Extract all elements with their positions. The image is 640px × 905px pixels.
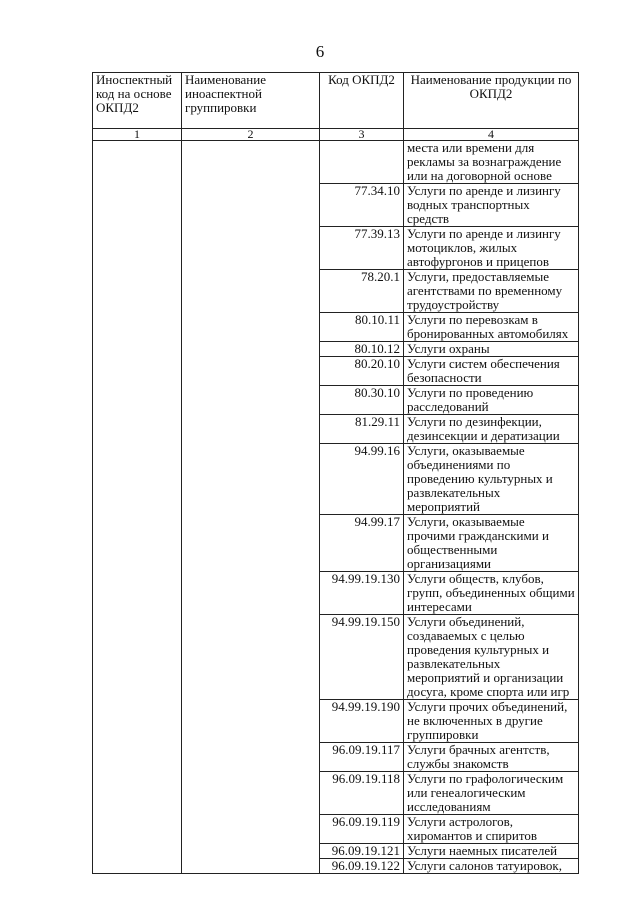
okpd-code-cell: 80.20.10 [320, 357, 404, 386]
product-name-cell: Услуги салонов татуировок, [404, 859, 579, 874]
okpd-code-cell: 94.99.19.150 [320, 615, 404, 700]
table-row [93, 141, 579, 184]
table-header-row [93, 73, 579, 129]
header-product-name: Наименование продукции по ОКПД2 [404, 73, 579, 129]
column-number: 2 [182, 129, 320, 141]
product-name-cell: Услуги обществ, клубов, групп, объединенных общими интересами [404, 572, 579, 615]
column-numbers-row [93, 129, 579, 141]
product-name-cell: Услуги, оказываемые прочими гражданскими и общественными организациями [404, 515, 579, 572]
product-name-cell: Услуги систем обеспечения безопасности [404, 357, 579, 386]
okpd-code-cell: 96.09.19.118 [320, 772, 404, 815]
okpd-code-cell: 80.10.11 [320, 313, 404, 342]
page-number: 6 [315, 42, 325, 61]
product-name-cell: места или времени для рекламы за вознаграждение или на договорной основе [404, 141, 579, 184]
okpd-code-cell: 77.39.13 [320, 227, 404, 270]
product-name-cell: Услуги охраны [404, 342, 579, 357]
column-number: 3 [320, 129, 404, 141]
product-name-cell: Услуги по графологическим или генеалогическим исследованиям [404, 772, 579, 815]
blank-cell-col2 [182, 141, 320, 874]
okpd-code-cell: 94.99.19.130 [320, 572, 404, 615]
header-inspect-code: Иноспектный код на основе ОКПД2 [93, 73, 182, 129]
okpd-code-cell: 80.10.12 [320, 342, 404, 357]
product-name-cell: Услуги, предоставляемые агентствами по временному трудоустройству [404, 270, 579, 313]
okpd-code-cell: 96.09.19.119 [320, 815, 404, 844]
okpd-table [92, 72, 579, 874]
product-name-cell: Услуги по аренде и лизингу мотоциклов, жилых автофургонов и прицепов [404, 227, 579, 270]
product-name-cell: Услуги по перевозкам в бронированных автомобилях [404, 313, 579, 342]
product-name-cell: Услуги наемных писателей [404, 844, 579, 859]
product-name-cell: Услуги астрологов, хиромантов и спиритов [404, 815, 579, 844]
okpd-code-cell [320, 141, 404, 184]
product-name-cell: Услуги по проведению расследований [404, 386, 579, 415]
product-name-cell: Услуги по дезинфекции, дезинсекции и дератизации [404, 415, 579, 444]
okpd-code-cell: 80.30.10 [320, 386, 404, 415]
okpd-code-cell: 96.09.19.121 [320, 844, 404, 859]
okpd-code-cell: 94.99.16 [320, 444, 404, 515]
blank-cell-col1 [93, 141, 182, 874]
product-name-cell: Услуги, оказываемые объединениями по проведению культурных и развлекательных мероприятий [404, 444, 579, 515]
product-name-cell: Услуги по аренде и лизингу водных транспортных средств [404, 184, 579, 227]
okpd-code-cell: 77.34.10 [320, 184, 404, 227]
okpd-code-cell: 94.99.19.190 [320, 700, 404, 743]
okpd-code-cell: 94.99.17 [320, 515, 404, 572]
header-group-name: Наименование иноаспектной группировки [182, 73, 320, 129]
column-number: 1 [93, 129, 182, 141]
header-okpd-code: Код ОКПД2 [320, 73, 404, 129]
okpd-code-cell: 96.09.19.122 [320, 859, 404, 874]
okpd-code-cell: 96.09.19.117 [320, 743, 404, 772]
product-name-cell: Услуги прочих объединений, не включенных в другие группировки [404, 700, 579, 743]
okpd-code-cell: 81.29.11 [320, 415, 404, 444]
product-name-cell: Услуги объединений, создаваемых с целью проведения культурных и развлекательных мероприятий и организации досуга, кроме спорта или игр [404, 615, 579, 700]
okpd-code-cell: 78.20.1 [320, 270, 404, 313]
column-number: 4 [404, 129, 579, 141]
product-name-cell: Услуги брачных агентств, службы знакомств [404, 743, 579, 772]
